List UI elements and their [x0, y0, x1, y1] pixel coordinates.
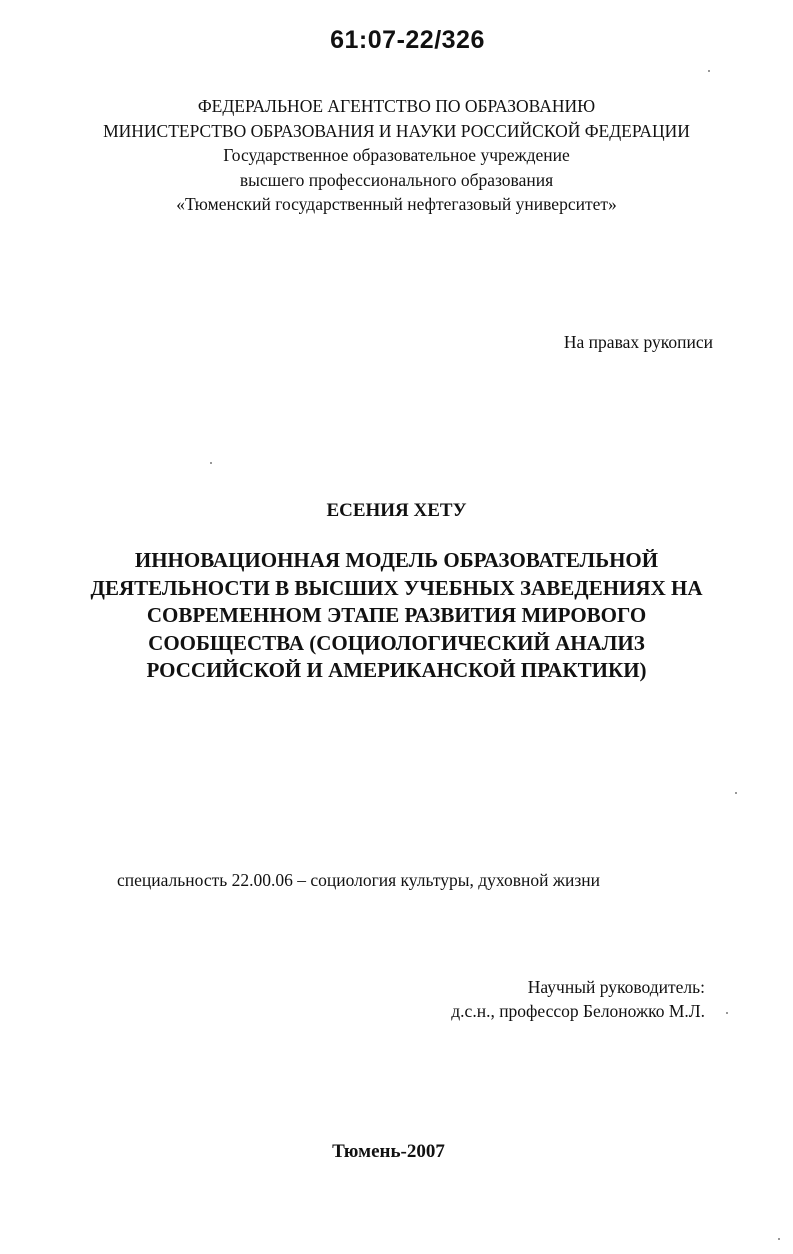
scan-speck — [778, 1238, 780, 1240]
specialty-line: специальность 22.00.06 – социология культуры, духовной жизни — [117, 870, 600, 890]
thesis-title — [0, 547, 793, 685]
institution-header — [0, 94, 793, 217]
scan-speck — [726, 1012, 728, 1014]
manuscript-note: На правах рукописи — [563, 332, 713, 352]
title-line-5: РОССИЙСКОЙ И АМЕРИКАНСКОЙ ПРАКТИКИ) — [146, 658, 647, 682]
title-line-1: ИННОВАЦИОННАЯ МОДЕЛЬ ОБРАЗОВАТЕЛЬНОЙ — [134, 548, 659, 572]
supervisor-name: д.с.н., профессор Белоножко М.Л. — [451, 1001, 705, 1021]
supervisor-label: Научный руководитель: — [527, 977, 705, 997]
institution-line-type: Государственное образовательное учреждение — [223, 145, 570, 165]
title-line-2: ДЕЯТЕЛЬНОСТИ В ВЫСШИХ УЧЕБНЫХ ЗАВЕДЕНИЯХ НА — [90, 575, 703, 600]
institution-line-level: высшего профессионального образования — [239, 169, 554, 190]
registration-stamp: 61:07-22/326 — [330, 26, 485, 54]
author-name: ЕСЕНИЯ ХЕТУ — [326, 500, 467, 521]
scan-speck — [708, 70, 710, 72]
supervisor-block — [451, 975, 705, 1023]
institution-line-ministry: МИНИСТЕРСТВО ОБРАЗОВАНИЯ И НАУКИ РОССИЙСКОЙ ФЕДЕРАЦИИ — [103, 120, 690, 141]
scan-speck — [735, 792, 737, 794]
institution-line-agency: ФЕДЕРАЛЬНОЕ АГЕНТСТВО ПО ОБРАЗОВАНИЮ — [197, 96, 596, 116]
city-year: Тюмень-2007 — [332, 1141, 445, 1162]
title-line-4: СООБЩЕСТВА (СОЦИОЛОГИЧЕСКИЙ АНАЛИЗ — [148, 630, 645, 655]
scan-speck — [210, 462, 212, 464]
institution-line-university: «Тюменский государственный нефтегазовый университет» — [176, 194, 617, 214]
title-line-3: СОВРЕМЕННОМ ЭТАПЕ РАЗВИТИЯ МИРОВОГО — [146, 603, 647, 627]
